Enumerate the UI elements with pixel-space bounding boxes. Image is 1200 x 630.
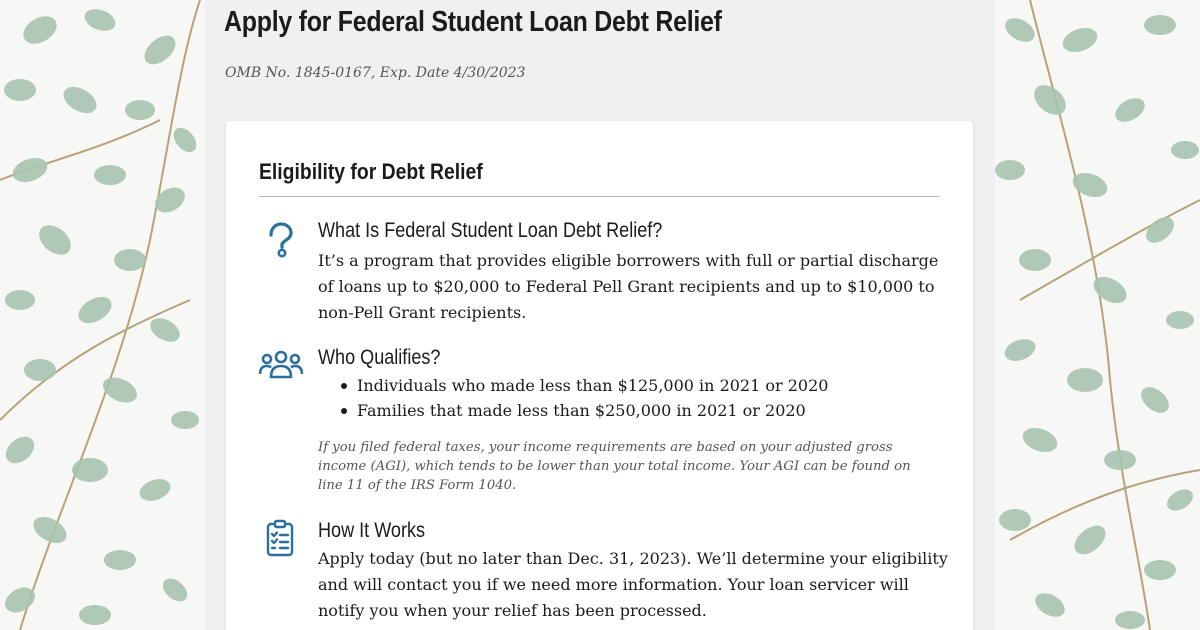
divider bbox=[259, 196, 940, 197]
eucalyptus-background-right bbox=[990, 0, 1200, 630]
section-who-qualifies bbox=[259, 346, 949, 506]
clipboard-checklist-icon bbox=[259, 519, 301, 561]
card-title: Eligibility for Debt Relief bbox=[259, 159, 483, 184]
body-line: and will contact you if we need more information. Your loan servicer will bbox=[318, 575, 909, 594]
note-line: line 11 of the IRS Form 1040. bbox=[318, 478, 517, 493]
section-how-it-works bbox=[259, 519, 949, 629]
section-heading: How It Works bbox=[318, 519, 426, 542]
eucalyptus-leaves-icon bbox=[0, 0, 210, 630]
eligibility-card bbox=[226, 121, 973, 630]
page-content bbox=[205, 0, 995, 630]
agi-note bbox=[318, 438, 938, 495]
omb-number: OMB No. 1845-0167, Exp. Date 4/30/2023 bbox=[225, 65, 526, 81]
question-mark-icon bbox=[259, 219, 301, 261]
body-line: It’s a program that provides eligible borrowers with full or partial discharge bbox=[318, 251, 939, 270]
section-heading: What Is Federal Student Loan Debt Relief? bbox=[318, 219, 663, 242]
section-body bbox=[318, 546, 958, 624]
list-item: Individuals who made less than $125,000 in 2021 or 2020 bbox=[341, 373, 828, 398]
note-line: If you filed federal taxes, your income requirements are based on your adjusted gross bbox=[318, 440, 893, 455]
body-line: of loans up to $20,000 to Federal Pell Grant recipients and up to $10,000 to bbox=[318, 277, 935, 296]
body-line: Apply today (but no later than Dec. 31, 2023). We’ll determine your eligibility bbox=[318, 549, 948, 568]
body-line: notify you when your relief has been processed. bbox=[318, 601, 707, 620]
body-line: non-Pell Grant recipients. bbox=[318, 303, 527, 322]
list-item: Families that made less than $250,000 in 2021 or 2020 bbox=[341, 398, 828, 423]
page-title: Apply for Federal Student Loan Debt Relief bbox=[224, 6, 722, 38]
section-what-is-relief bbox=[259, 219, 949, 329]
eucalyptus-leaves-icon bbox=[990, 0, 1200, 630]
section-body bbox=[318, 248, 958, 326]
section-heading: Who Qualifies? bbox=[318, 346, 441, 369]
eucalyptus-background-left bbox=[0, 0, 210, 630]
group-of-people-icon bbox=[259, 346, 301, 388]
note-line: income (AGI), which tends to be lower than your total income. Your AGI can be found on bbox=[318, 459, 911, 474]
qualification-list bbox=[341, 373, 828, 423]
